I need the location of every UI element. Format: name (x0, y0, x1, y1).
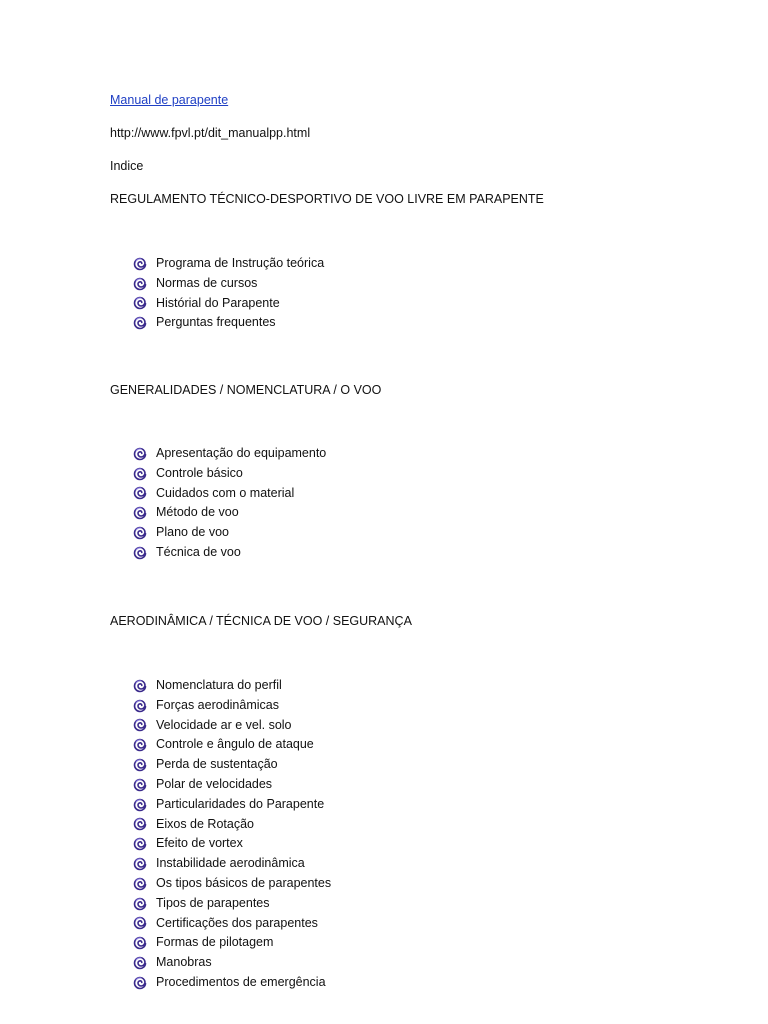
list-item (132, 254, 324, 274)
spiral-at-icon (132, 777, 148, 793)
list-item-label: Particularidades do Parapente (156, 796, 325, 811)
list-item-label: Normas de cursos (156, 275, 258, 290)
spiral-at-icon (132, 698, 148, 714)
list-item-label: Manobras (156, 955, 212, 970)
list-item-label: Velocidade ar e vel. solo (156, 717, 292, 732)
list-item-label: Eixos de Rotação (156, 816, 254, 831)
list-item (132, 795, 331, 815)
list-item-label: Formas de pilotagem (156, 935, 274, 950)
list-item-label: Histórial do Parapente (156, 295, 280, 310)
list-item-label: Forças aerodinâmicas (156, 697, 279, 712)
spiral-at-icon (132, 256, 148, 272)
list-item (132, 874, 331, 894)
list-item (132, 973, 331, 993)
list-item (132, 523, 326, 543)
list-item-label: Apresentação do equipamento (156, 446, 327, 460)
spiral-at-icon (132, 717, 148, 733)
manual-title-link[interactable]: Manual de parapente (110, 93, 229, 107)
list-item (132, 313, 324, 333)
list-item-label: Efeito de vortex (156, 836, 243, 851)
list-item-label: Tipos de parapentes (156, 895, 270, 910)
spiral-at-icon (132, 505, 148, 521)
spiral-at-icon (132, 816, 148, 832)
spiral-at-icon (132, 896, 148, 912)
spiral-at-icon (132, 955, 148, 971)
section-heading-generalidades: GENERALIDADES / NOMENCLATURA / O VOO (110, 383, 382, 397)
list-item-label: Polar de velocidades (156, 776, 273, 791)
section-list-regulamento (132, 254, 324, 333)
spiral-at-icon (132, 876, 148, 892)
list-item (132, 696, 331, 716)
spiral-at-icon (132, 485, 148, 501)
list-item (132, 735, 331, 755)
index-label: Indice (110, 159, 144, 173)
list-item-label: Perda de sustentação (156, 757, 278, 772)
list-item-label: Plano de voo (156, 525, 229, 540)
spiral-at-icon (132, 466, 148, 482)
list-item-label: Método de voo (156, 505, 239, 520)
list-item-label: Instabilidade aerodinâmica (156, 856, 305, 871)
list-item-label: Controle básico (156, 465, 243, 480)
list-item-label: Nomenclatura do perfil (156, 678, 282, 692)
list-item (132, 543, 326, 563)
list-item-label: Perguntas frequentes (156, 315, 276, 330)
spiral-at-icon (132, 446, 148, 462)
list-item (132, 676, 331, 696)
list-item (132, 484, 326, 504)
spiral-at-icon (132, 935, 148, 951)
list-item (132, 444, 326, 464)
spiral-at-icon (132, 295, 148, 311)
list-item (132, 464, 326, 484)
section-heading-regulamento: REGULAMENTO TÉCNICO-DESPORTIVO DE VOO LIVRE EM PARAPENTE (110, 192, 544, 206)
section-list-generalidades (132, 444, 326, 563)
list-item-label: Certificações dos parapentes (156, 915, 318, 930)
list-item (132, 854, 331, 874)
list-item (132, 914, 331, 934)
spiral-at-icon (132, 915, 148, 931)
spiral-at-icon (132, 276, 148, 292)
spiral-at-icon (132, 525, 148, 541)
spiral-at-icon (132, 975, 148, 991)
list-item (132, 775, 331, 795)
list-item-label: Controle e ângulo de ataque (156, 737, 314, 752)
source-url: http://www.fpvl.pt/dit_manualpp.html (110, 126, 311, 140)
document-page (110, 0, 730, 1024)
spiral-at-icon (132, 797, 148, 813)
list-item-label: Procedimentos de emergência (156, 974, 326, 989)
list-item (132, 933, 331, 953)
spiral-at-icon (132, 545, 148, 561)
list-item (132, 894, 331, 914)
list-item (132, 294, 324, 314)
list-item (132, 953, 331, 973)
spiral-at-icon (132, 737, 148, 753)
list-item (132, 755, 331, 775)
list-item-label: Os tipos básicos de parapentes (156, 875, 332, 890)
list-item-label: Programa de Instrução teórica (156, 256, 325, 270)
section-heading-aerodinamica: AERODINÂMICA / TÉCNICA DE VOO / SEGURANÇA (110, 614, 412, 628)
spiral-at-icon (132, 315, 148, 331)
list-item-label: Técnica de voo (156, 544, 241, 559)
section-list-aerodinamica (132, 676, 331, 993)
list-item (132, 815, 331, 835)
list-item (132, 716, 331, 736)
spiral-at-icon (132, 757, 148, 773)
list-item (132, 503, 326, 523)
list-item (132, 274, 324, 294)
list-item-label: Cuidados com o material (156, 485, 295, 500)
list-item (132, 834, 331, 854)
spiral-at-icon (132, 678, 148, 694)
spiral-at-icon (132, 836, 148, 852)
spiral-at-icon (132, 856, 148, 872)
